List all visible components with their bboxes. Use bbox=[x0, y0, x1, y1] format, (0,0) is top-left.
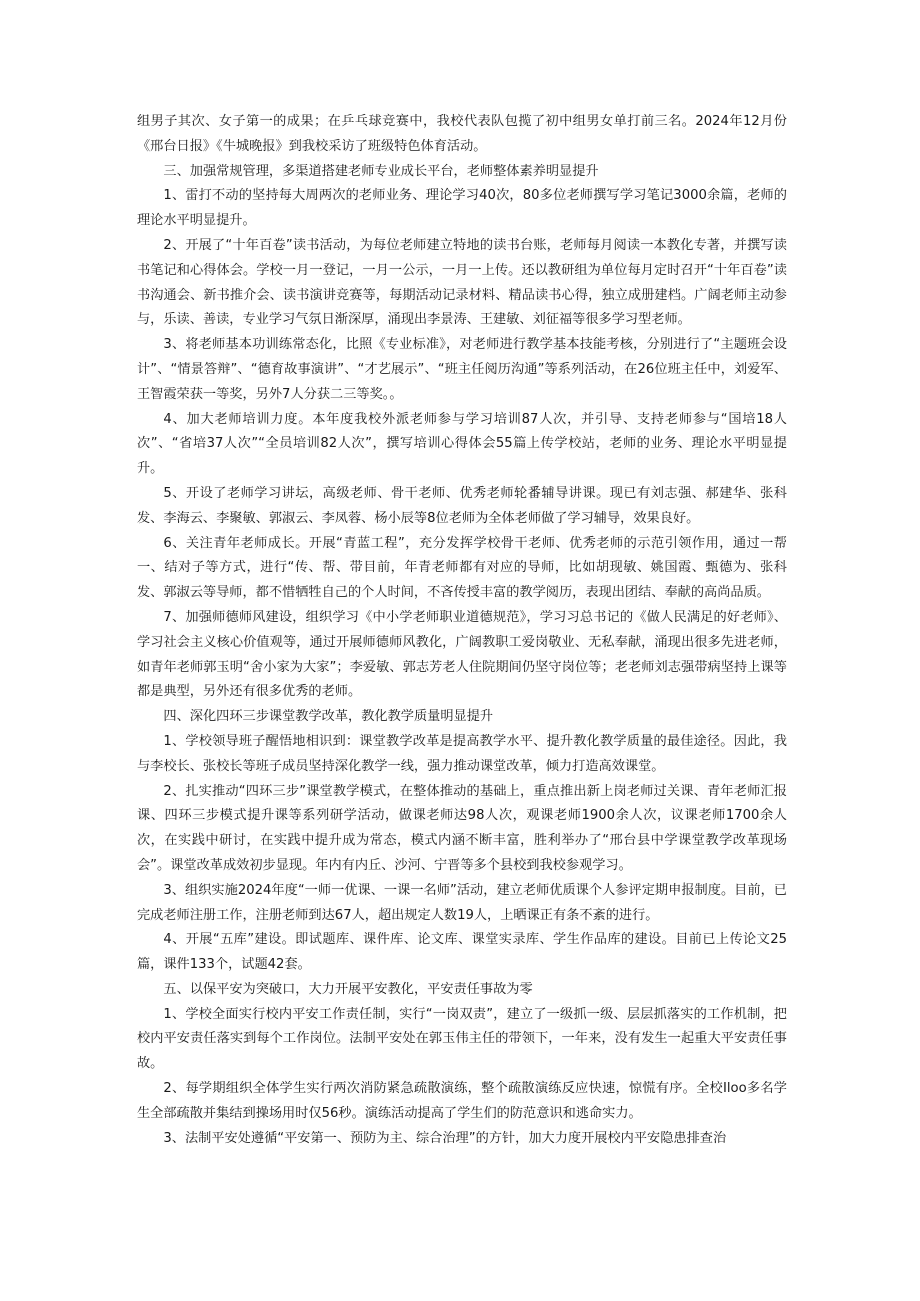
list-item: 2、扎实推动“四环三步”课堂教学模式，在整体推动的基础上，重点推出新上岗老师过关课、青年老师汇报课、四环三步模式提升课等系列研学活动，做课老师达98人次，观课老师1900余人次，议课老师1700余人次，在实践中研讨，在实践中提升成为常态，模式内涵不断丰富，胜利举办了“邢台县中学课堂教学改革现场会”。课堂改革成效初步显现。年内有内丘、沙河、宁晋等多个县校到我校参观学习。 bbox=[137, 783, 787, 873]
list-item: 4、开展“五库”建设。即试题库、课件库、论文库、课堂实录库、学生作品库的建设。目前已上传论文25篇，课件133个，试题42套。 bbox=[137, 932, 787, 973]
list-item: 2、每学期组织全体学生实行两次消防紧急疏散演练，整个疏散演练反应快速，惊慌有序。全校Iloo多名学生全部疏散并集结到操场用时仅56秒。演练活动提高了学生们的防范意识和逃命实力。 bbox=[137, 1081, 787, 1121]
list-item: 7、加强师德师风建设，组织学习《中小学老师职业道德规范》，学习习总书记的《做人民满足的好老师》、学习社会主义核心价值观等，通过开展师德师风教化，广阔教职工爱岗敬业、无私奉献，涌现出很多先进老师，如青年老师郭玉明“舍小家为大家”；李爱敏、郭志芳老人住院期间仍坚守岗位等；老老师刘志强带病坚持上课等都是典型，另外还有很多优秀的老师。 bbox=[137, 609, 787, 700]
list-item: 1、学校领导班子醒悟地相识到：课堂教学改革是提高教学水平、提升教化教学质量的最佳途径。因此，我与李校长、张校长等班子成员坚持深化教学一线，强力推动课堂改革，倾力打造高效课堂。 bbox=[137, 733, 787, 774]
list-item: 5、开设了老师学习讲坛，高级老师、骨干老师、优秀老师轮番辅导讲课。现已有刘志强、郝建华、张科发、李海云、李聚敏、郭淑云、李凤蓉、杨小辰等8位老师为全体老师做了学习辅导，效果良好。 bbox=[137, 485, 787, 526]
section-heading-4: 四、深化四环三步课堂教学改革，教化教学质量明显提升 bbox=[163, 709, 494, 725]
list-item: 6、关注青年老师成长。开展“青蓝工程”，充分发挥学校骨干老师、优秀老师的示范引领作用，通过一帮一、结对子等方式，进行“传、帮、带目前，年青老师都有对应的导师，比如胡现敏、姚国霞、甄德为、张科发、郭淑云等导师，都不惜牺牲自己的个人时间，不吝传授丰富的教学阅历，表现出团结、奉献的高尚品质。 bbox=[137, 535, 787, 601]
list-item: 1、雷打不动的坚持每大周两次的老师业务、理论学习40次，80多位老师撰写学习笔记3000余篇，老师的理论水平明显提升。 bbox=[137, 188, 787, 229]
list-item: 3、组织实施2024年度“一师一优课、一课一名师”活动，建立老师优质课个人参评定期申报制度。目前，已完成老师注册工作，注册老师到达67人，超出规定人数19人，上晒课正有条不紊的进行。 bbox=[137, 882, 787, 923]
list-item: 2、开展了“十年百卷”读书活动，为每位老师建立特地的读书台账，老师每月阅读一本教化专著，并撰写读书笔记和心得体会。学校一月一登记，一月一公示，一月一上传。还以教研组为单位每月定时召开“十年百卷”读书沟通会、新书推介会、读书演讲竞赛等，每期活动记录材料、精品读书心得，独立成册建档。广阔老师主动参与，乐读、善读，专业学习气氛日渐深厚，涌现出李景涛、王建敏、刘征福等很多学习型老师。 bbox=[137, 237, 787, 328]
list-item: 3、将老师基本功训练常态化，比照《专业标准》，对老师进行教学基本技能考核，分别进行了“主题班会设计”、“情景答辩”、“德育故事演讲”、“才艺展示”、“班主任阅历沟通”等系列活动，在26位班主任中，刘爱军、王智霞荣获一等奖，另外7人分获二三等奖。。 bbox=[137, 337, 787, 402]
list-item: 4、加大老师培训力度。本年度我校外派老师参与学习培训87人次，并引导、支持老师参与“国培18人次”、“省培37人次”“全员培训82人次”，撰写培训心得体会55篇上传学校站，老师的业务、理论水平明显提升。 bbox=[137, 411, 787, 477]
list-item: 3、法制平安处遵循“平安第一、预防为主、综合治理”的方针，加大力度开展校内平安隐患排查治 bbox=[163, 1130, 727, 1146]
section-heading-5: 五、以保平安为突破口，大力开展平安教化，平安责任事故为零 bbox=[163, 981, 533, 997]
section-heading-3: 三、加强常规管理，多渠道搭建老师专业成长平台，老师整体素养明显提升 bbox=[163, 163, 599, 179]
list-item: 1、学校全面实行校内平安工作责任制，实行“一岗双责”，建立了一级抓一级、层层抓落实的工作机制，把校内平安责任落实到每个工作岗位。法制平安处在郭玉伟主任的带领下，一年来，没有发生一起重大平安责任事故。 bbox=[137, 1006, 787, 1072]
paragraph-continued: 组男子其次、女子第一的成果；在乒乓球竞赛中，我校代表队包揽了初中组男女单打前三名。2024年12月份《邢台日报》《牛城晚报》到我校采访了班级特色体育活动。 bbox=[137, 114, 787, 154]
document-body bbox=[137, 110, 787, 1151]
